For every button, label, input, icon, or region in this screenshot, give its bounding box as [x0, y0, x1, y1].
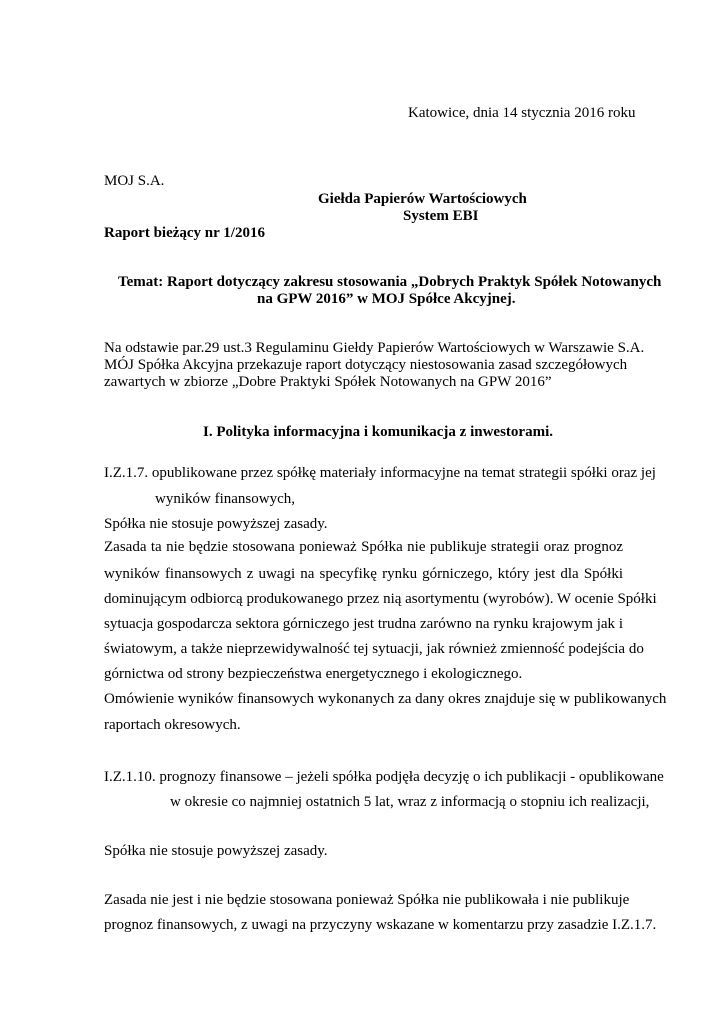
- rule2-comment-line-2: prognoz finansowych, z uwagi na przyczyny wskazane w komentarzu przy zasadzie I.Z.1.7.: [104, 917, 657, 933]
- rule2-status: Spółka nie stosuje powyższej zasady.: [104, 843, 328, 859]
- subject-line-2: na GPW 2016” w MOJ Spółce Akcyjnej.: [257, 291, 516, 307]
- rule1-comment-line: światowym, a także nieprzewidywalność tej sytuacji, jak również zmienność podejścia do: [104, 641, 644, 657]
- section-heading: I. Polityka informacyjna i komunikacja z inwestorami.: [203, 424, 553, 440]
- company-name: MOJ S.A.: [104, 173, 165, 189]
- intro-line-1: Na odstawie par.29 ust.3 Regulaminu Giełdy Papierów Wartościowych w Warszawie S.A.: [104, 340, 645, 356]
- rule1-note-line-2: raportach okresowych.: [104, 717, 241, 733]
- recipient-line-1: Giełda Papierów Wartościowych: [318, 191, 527, 207]
- rule1-comment-line: dominującym odbiorcą produkowanego przez nią asortymentu (wyrobów). W ocenie Spółki: [104, 591, 657, 607]
- rule1-line-2: wyników finansowych,: [155, 491, 295, 507]
- rule1-line-1: I.Z.1.7. opublikowane przez spółkę materiały informacyjne na temat strategii spółki oraz jej: [104, 465, 656, 481]
- place-date: Katowice, dnia 14 stycznia 2016 roku: [408, 105, 636, 121]
- rule1-comment-line: sytuacja gospodarcza sektora górniczego jest trudna zarówno na rynku krajowym jak i: [104, 616, 623, 632]
- rule1-comment-line: Zasada ta nie będzie stosowana ponieważ Spółka nie publikuje strategii oraz prognoz: [104, 539, 623, 555]
- rule1-comment-line: wyników finansowych z uwagi na specyfikę rynku górniczego, który jest dla Spółki: [104, 566, 623, 582]
- rule1-status: Spółka nie stosuje powyższej zasady.: [104, 516, 328, 532]
- rule1-comment-line: górnictwa od strony bezpieczeństwa energetycznego i ekologicznego.: [104, 666, 523, 682]
- rule2-line-1: I.Z.1.10. prognozy finansowe – jeżeli spółka podjęła decyzję o ich publikacji - opublikowane: [104, 769, 664, 785]
- rule2-line-2: w okresie co najmniej ostatnich 5 lat, wraz z informacją o stopniu ich realizacji,: [170, 794, 650, 810]
- subject-line-1: Temat: Raport dotyczący zakresu stosowania „Dobrych Praktyk Spółek Notowanych: [118, 274, 662, 290]
- recipient-line-2: System EBI: [403, 208, 479, 224]
- rule2-comment-line-1: Zasada nie jest i nie będzie stosowana ponieważ Spółka nie publikowała i nie publikuje: [104, 892, 630, 908]
- rule1-note-line-1: Omówienie wyników finansowych wykonanych za dany okres znajduje się w publikowanych: [104, 691, 667, 707]
- intro-line-2: MÓJ Spółka Akcyjna przekazuje raport dotyczący niestosowania zasad szczegółowych: [104, 357, 628, 373]
- report-number: Raport bieżący nr 1/2016: [104, 225, 265, 241]
- intro-line-3: zawartych w zbiorze „Dobre Praktyki Spółek Notowanych na GPW 2016”: [104, 374, 552, 390]
